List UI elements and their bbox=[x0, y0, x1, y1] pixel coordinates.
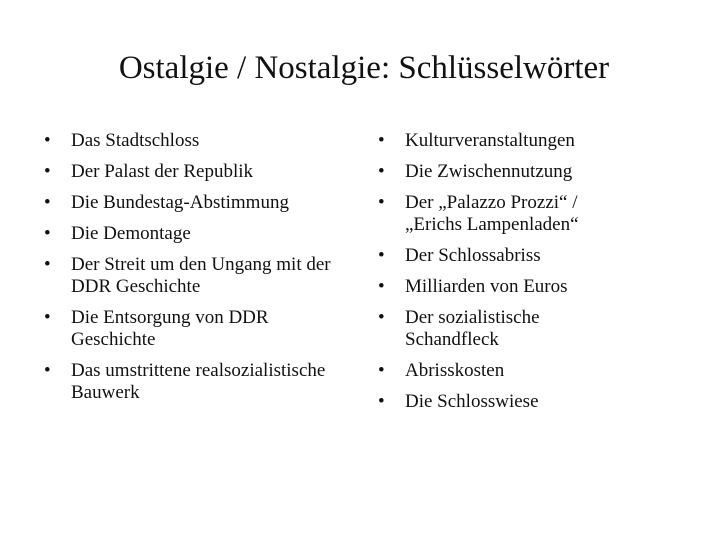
slide-title: Ostalgie / Nostalgie: Schlüsselwörter bbox=[118, 50, 610, 86]
list-item: • Das umstrittene realsozialistische Bauwerk bbox=[44, 360, 341, 404]
list-item: • Die Zwischennutzung bbox=[378, 161, 678, 183]
list-item: • Kulturveranstaltungen bbox=[378, 130, 678, 152]
list-item: • Abrisskosten bbox=[378, 360, 678, 382]
list-item: • Die Schlosswiese bbox=[378, 391, 678, 413]
list-item: • Der sozialistische Schandfleck bbox=[378, 307, 595, 351]
list-item: • Der Palast der Republik bbox=[44, 161, 354, 183]
list-item: • Die Entsorgung von DDR Geschichte bbox=[44, 307, 331, 351]
list-item: • Das Stadtschloss bbox=[44, 130, 271, 152]
list-item: • Der Streit um den Ungang mit der DDR Geschichte bbox=[44, 254, 331, 298]
left-bullet-list bbox=[44, 130, 354, 413]
list-item: • Die Bundestag-Abstimmung bbox=[44, 192, 354, 214]
list-item: • Der „Palazzo Prozzi“ / „Erichs Lampenladen“ bbox=[378, 192, 635, 236]
list-item: • Der Schlossabriss bbox=[378, 245, 678, 267]
list-item: • Die Demontage bbox=[44, 223, 354, 245]
list-item: • Milliarden von Euros bbox=[378, 276, 678, 298]
right-bullet-list bbox=[378, 130, 678, 422]
